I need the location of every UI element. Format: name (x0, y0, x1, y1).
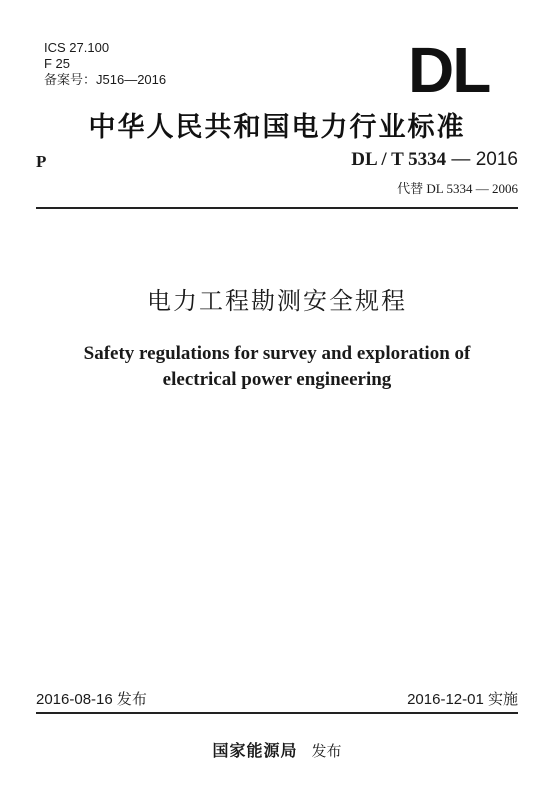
chinese-title: 电力工程勘测安全规程 (147, 287, 407, 315)
dl-logo: DL (408, 34, 490, 106)
english-title-line1: Safety regulations for survey and exploration of (83, 343, 471, 364)
footer-divider (36, 712, 518, 714)
ics-code: ICS 27.100 (44, 40, 110, 55)
standard-code: DL / T 5334 (351, 149, 447, 170)
publisher-line (0, 738, 554, 761)
ccs-code: F 25 (44, 56, 71, 71)
publisher-organization: 国家能源局 (212, 741, 298, 760)
replaces-note: 代替 DL 5334 — 2006 (397, 181, 518, 196)
classification-letter: P (36, 152, 47, 171)
header-divider (36, 207, 518, 209)
filing-number: 备案号：J516—2016 (44, 72, 167, 87)
standard-sep: — (446, 149, 476, 170)
english-title (40, 341, 514, 393)
standard-year: 2016 (475, 149, 518, 170)
publisher-action: 发布 (311, 742, 342, 760)
industry-standard-heading: 中华人民共和国电力行业标准 (88, 112, 466, 143)
implementation-date: 2016-12-01 实施 (407, 691, 518, 708)
english-title-line2: electrical power engineering (162, 369, 392, 390)
classification-block (44, 40, 166, 88)
issue-date: 2016-08-16 发布 (36, 691, 147, 708)
standard-number (351, 149, 518, 171)
